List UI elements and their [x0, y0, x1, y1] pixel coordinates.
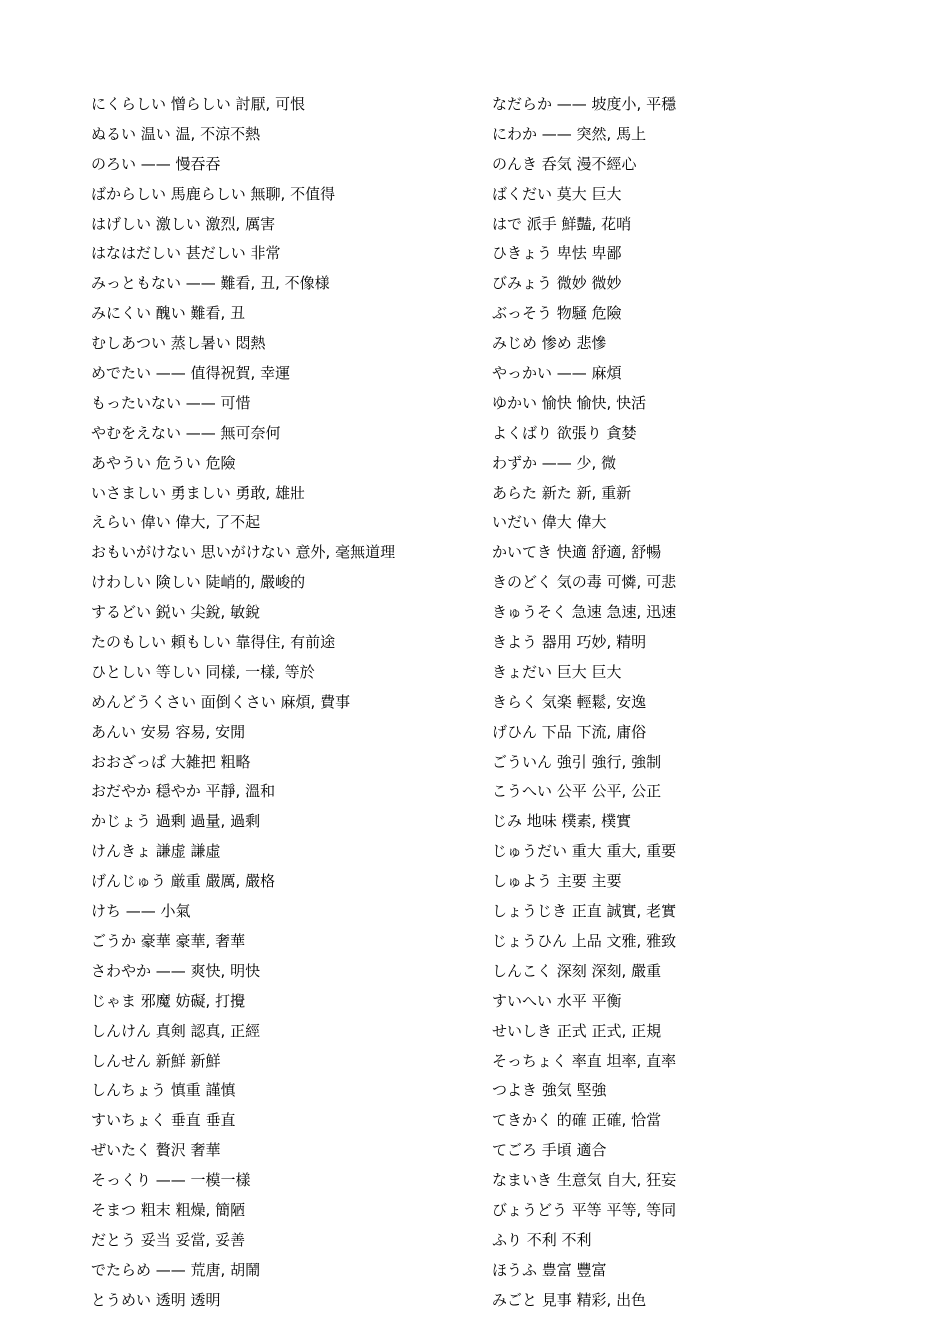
vocabulary-entry: みっともない —— 難看, 丑, 不像様 [91, 274, 330, 293]
vocabulary-entry: そっくり —— 一模一樣 [91, 1171, 251, 1190]
vocabulary-entry: あやうい 危うい 危險 [91, 453, 236, 472]
vocabulary-entry: そまつ 粗末 粗燥, 簡陋 [91, 1200, 246, 1219]
vocabulary-entry: きのどく 気の毒 可憐, 可悲 [492, 573, 677, 592]
vocabulary-entry: あんい 安易 容易, 安閒 [91, 722, 246, 741]
vocabulary-entry: しょうじき 正直 誠實, 老實 [492, 902, 677, 921]
vocabulary-entry: とうめい 透明 透明 [91, 1290, 221, 1309]
vocabulary-entry: きゅうそく 急速 急速, 迅速 [492, 603, 677, 622]
vocabulary-entry: てごろ 手頃 適合 [492, 1141, 607, 1160]
vocabulary-entry: するどい 鋭い 尖銳, 敏銳 [91, 603, 261, 622]
vocabulary-entry: びみょう 微妙 微妙 [492, 274, 622, 293]
vocabulary-entry: おもいがけない 思いがけない 意外, 毫無道理 [91, 543, 396, 562]
vocabulary-entry: ふり 不利 不利 [492, 1230, 592, 1249]
vocabulary-entry: よくばり 欲張り 貪婪 [492, 423, 637, 442]
vocabulary-entry: ばくだい 莫大 巨大 [492, 184, 622, 203]
vocabulary-entry: おおざっぱ 大雑把 粗略 [91, 752, 251, 771]
vocabulary-entry: きよう 器用 巧妙, 精明 [492, 633, 647, 652]
vocabulary-entry: びょうどう 平等 平等, 等同 [492, 1200, 677, 1219]
vocabulary-entry: でたらめ —— 荒唐, 胡鬧 [91, 1260, 261, 1279]
vocabulary-entry: むしあつい 蒸し暑い 悶熱 [91, 334, 266, 353]
vocabulary-entry: かじょう 過剰 過量, 過剩 [91, 812, 261, 831]
vocabulary-entry: はげしい 激しい 激烈, 厲害 [91, 214, 276, 233]
vocabulary-entry: おだやか 穏やか 平靜, 溫和 [91, 782, 276, 801]
vocabulary-entry: せいしき 正式 正式, 正規 [492, 1021, 662, 1040]
vocabulary-entry: めんどうくさい 面倒くさい 麻煩, 費事 [91, 692, 351, 711]
vocabulary-entry: つよき 強気 堅強 [492, 1081, 607, 1100]
vocabulary-entry: しんこく 深刻 深刻, 嚴重 [492, 961, 662, 980]
vocabulary-entry: けち —— 小氣 [91, 902, 191, 921]
vocabulary-entry: ごうか 豪華 豪華, 奢華 [91, 931, 246, 950]
vocabulary-entry: げんじゅう 厳重 嚴厲, 嚴格 [91, 872, 276, 891]
vocabulary-entry: いだい 偉大 偉大 [492, 513, 607, 532]
vocabulary-entry: ほうふ 豊富 豐富 [492, 1260, 607, 1279]
vocabulary-entry: みごと 見事 精彩, 出色 [492, 1290, 647, 1309]
vocabulary-entry: けんきょ 謙虚 謙虛 [91, 842, 221, 861]
vocabulary-entry: いさましい 勇ましい 勇敢, 雄壯 [91, 483, 306, 502]
vocabulary-entry: やむをえない —— 無可奈何 [91, 423, 281, 442]
vocabulary-entry: じょうひん 上品 文雅, 雅致 [492, 931, 677, 950]
vocabulary-entry: あらた 新た 新, 重新 [492, 483, 632, 502]
vocabulary-entry: じゃま 邪魔 妨礙, 打攪 [91, 991, 246, 1010]
vocabulary-entry: ばからしい 馬鹿らしい 無聊, 不值得 [91, 184, 336, 203]
vocabulary-entry: ぬるい 温い 温, 不涼不熱 [91, 124, 261, 143]
vocabulary-entry: すいちょく 垂直 垂直 [91, 1111, 236, 1130]
vocabulary-column-left [91, 89, 481, 1315]
vocabulary-entry: めでたい —— 值得祝賀, 幸運 [91, 364, 291, 383]
vocabulary-entry: のんき 呑気 漫不經心 [492, 154, 637, 173]
vocabulary-entry: やっかい —— 麻煩 [492, 364, 622, 383]
vocabulary-entry: こうへい 公平 公平, 公正 [492, 782, 662, 801]
vocabulary-entry: じゅうだい 重大 重大, 重要 [492, 842, 677, 861]
vocabulary-entry: かいてき 快適 舒適, 舒暢 [492, 543, 662, 562]
vocabulary-entry: げひん 下品 下流, 庸俗 [492, 722, 647, 741]
vocabulary-entry: なまいき 生意気 自大, 狂妄 [492, 1171, 677, 1190]
vocabulary-entry: なだらか —— 坡度小, 平穩 [492, 95, 677, 113]
vocabulary-entry: はなはだしい 甚だしい 非常 [91, 244, 281, 263]
vocabulary-entry: すいへい 水平 平衡 [492, 991, 622, 1010]
vocabulary-entry: ぶっそう 物騒 危險 [492, 304, 622, 323]
vocabulary-entry: みじめ 惨め 悲慘 [492, 334, 607, 353]
vocabulary-entry: にわか —— 突然, 馬上 [492, 124, 647, 143]
vocabulary-entry: さわやか —— 爽快, 明快 [91, 961, 261, 980]
vocabulary-entry: えらい 偉い 偉大, 了不起 [91, 513, 261, 532]
vocabulary-entry: ひとしい 等しい 同樣, 一樣, 等於 [91, 662, 315, 681]
vocabulary-entry: ぜいたく 贅沢 奢華 [91, 1141, 221, 1160]
vocabulary-entry: ひきょう 卑怯 卑鄙 [492, 244, 622, 263]
vocabulary-entry: のろい —— 慢吞吞 [91, 154, 221, 173]
vocabulary-entry: けわしい 険しい 陡峭的, 嚴峻的 [91, 573, 306, 592]
vocabulary-entry: そっちょく 率直 坦率, 直率 [492, 1051, 677, 1070]
vocabulary-entry: たのもしい 頼もしい 靠得住, 有前途 [91, 633, 336, 652]
vocabulary-entry: わずか —— 少, 微 [492, 453, 617, 472]
vocabulary-entry: しんちょう 慎重 謹慎 [91, 1081, 236, 1100]
vocabulary-entry: だとう 妥当 妥當, 妥善 [91, 1230, 246, 1249]
vocabulary-entry: しんせん 新鮮 新鮮 [91, 1051, 221, 1070]
vocabulary-entry: しんけん 真剣 認真, 正經 [91, 1021, 261, 1040]
vocabulary-entry: てきかく 的確 正確, 恰當 [492, 1111, 662, 1130]
vocabulary-entry: じみ 地味 樸素, 樸實 [492, 812, 632, 831]
vocabulary-entry: みにくい 醜い 難看, 丑 [91, 304, 246, 323]
vocabulary-entry: きょだい 巨大 巨大 [492, 662, 622, 681]
vocabulary-column-right [492, 89, 912, 1315]
vocabulary-entry: もったいない —— 可惜 [91, 393, 251, 412]
vocabulary-entry: にくらしい 憎らしい 討厭, 可恨 [91, 95, 306, 113]
vocabulary-entry: ゆかい 愉快 愉快, 快活 [492, 393, 647, 412]
vocabulary-entry: しゅよう 主要 主要 [492, 872, 622, 891]
vocabulary-entry: はで 派手 鮮豔, 花哨 [492, 214, 632, 233]
vocabulary-entry: ごういん 強引 強行, 強制 [492, 752, 662, 771]
vocabulary-entry: きらく 気楽 輕鬆, 安逸 [492, 692, 647, 711]
